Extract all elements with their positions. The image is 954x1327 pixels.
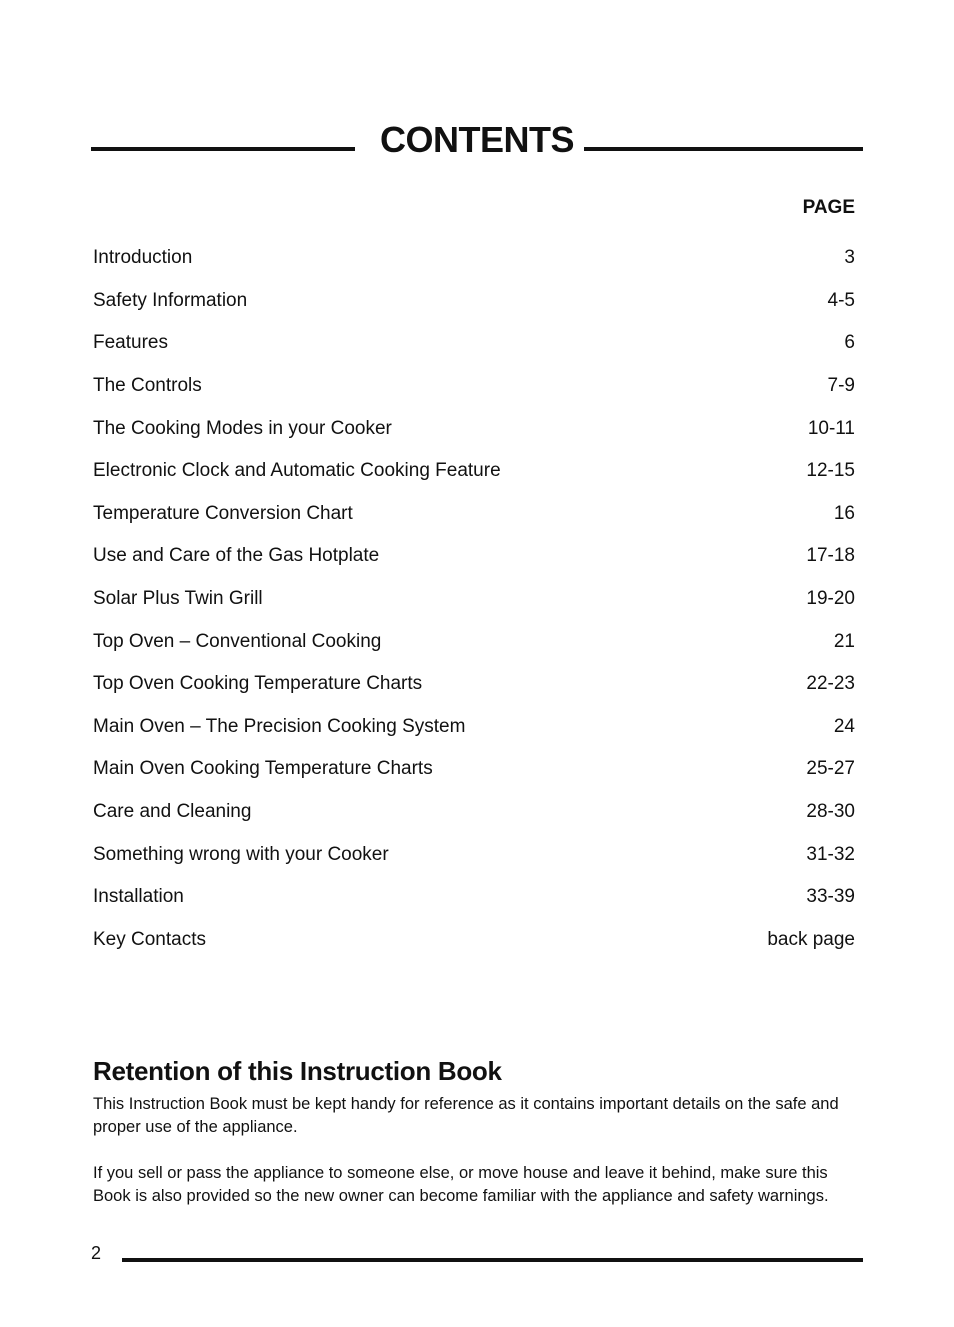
toc-entry-page: 10-11 [807,417,855,439]
toc-entry [93,493,855,536]
toc-entry-page: 3 [844,247,855,269]
toc-entry-page: 19-20 [806,588,855,610]
retention-heading: Retention of this Instruction Book [93,1056,502,1086]
toc-entry-label: Main Oven – The Precision Cooking System [93,715,466,737]
page-column-header: PAGE [802,197,855,218]
toc-entry-label: Electronic Clock and Automatic Cooking Feature [93,460,501,482]
toc-entry-page: 25-27 [806,758,855,780]
retention-paragraph-2: If you sell or pass the appliance to someone else, or move house and leave it behind, make sure this Book is also provided so the new owner can become familiar with the appliance and safety warnings. [93,1164,829,1205]
toc-entry [93,833,855,876]
toc-entry-page: 24 [833,715,855,737]
toc-entry-page: 17-18 [806,545,855,567]
toc-entry-label: Introduction [93,247,193,269]
page-title: CONTENTS [380,119,574,160]
toc-entry-page: back page [767,928,855,950]
toc-entry-page: 28-30 [806,801,855,823]
toc-entry-label: Key Contacts [93,928,206,950]
retention-paragraph-1: This Instruction Book must be kept handy for reference as it contains important details on the safe and proper use of the appliance. [93,1095,839,1136]
toc-entry [93,919,855,962]
toc-entry [93,407,855,450]
toc-entry-label: Use and Care of the Gas Hotplate [93,545,380,567]
toc-entry [93,535,855,578]
toc-entry [93,450,855,493]
toc-entry-page: 6 [844,332,855,354]
toc-entry-label: Top Oven Cooking Temperature Charts [93,673,423,695]
toc-entry-label: Installation [93,886,184,908]
toc-entry [93,322,855,365]
toc-entry [93,663,855,706]
table-of-contents [93,237,855,961]
toc-entry [93,578,855,621]
toc-entry-page: 22-23 [806,673,855,695]
toc-entry [93,237,855,280]
toc-entry-page: 31-32 [806,843,855,865]
toc-entry-page: 12-15 [806,460,855,482]
toc-entry-label: Something wrong with your Cooker [93,843,389,865]
toc-entry [93,876,855,919]
toc-entry [93,791,855,834]
toc-entry-label: Features [93,332,168,354]
toc-entry-label: Temperature Conversion Chart [93,502,353,524]
toc-entry-label: The Controls [93,375,202,397]
toc-entry-page: 33-39 [806,886,855,908]
toc-entry-label: Main Oven Cooking Temperature Charts [93,758,433,780]
toc-entry-page: 7-9 [827,375,855,397]
toc-entry-label: The Cooking Modes in your Cooker [93,417,392,439]
toc-entry-label: Top Oven – Conventional Cooking [93,630,382,652]
toc-entry-label: Care and Cleaning [93,801,252,823]
toc-entry [93,280,855,323]
toc-entry-page: 16 [833,502,855,524]
toc-entry [93,620,855,663]
page-number: 2 [91,1243,102,1263]
toc-entry-page: 4-5 [827,289,855,311]
footer-rule [122,1258,863,1262]
toc-entry-label: Solar Plus Twin Grill [93,588,263,610]
toc-entry [93,365,855,408]
title-rule-right [584,147,863,151]
toc-entry-label: Safety Information [93,289,248,311]
toc-entry-page: 21 [833,630,855,652]
toc-entry [93,706,855,749]
toc-entry [93,748,855,791]
